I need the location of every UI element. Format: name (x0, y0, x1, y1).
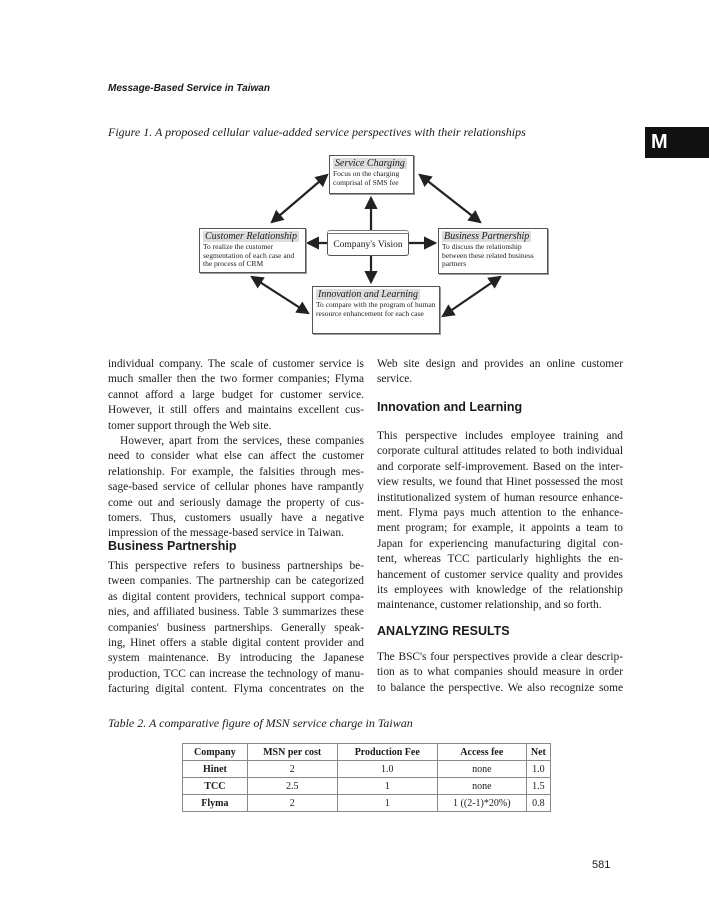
text-line: impression of the message-based service in Taiwan. (108, 527, 344, 540)
table-cell: Flyma (183, 795, 248, 812)
text-line: tion as to what companies should measure in order (377, 666, 623, 679)
table-row (183, 761, 551, 778)
table-cell: TCC (183, 778, 248, 795)
text-line: view results, we found that Hinet possessed the most (377, 476, 623, 489)
text-line: and corporate self-improvement. Based on the inter- (377, 460, 623, 473)
col-msn-per-cost: MSN per cost (247, 744, 337, 761)
box-innovation-learning (312, 286, 440, 334)
text-line: facturing digital content. Flyma concentrates on the (108, 683, 364, 696)
text-line: production, TCC can increase the technology of manu- (108, 667, 364, 680)
text-line: institutionalized system of human resource enhance- (377, 491, 623, 504)
text-line: Japan for experiencing manufacturing digital con- (377, 537, 623, 550)
box-desc: Focus on the charging comprisal of SMS fee (333, 169, 400, 187)
text-line: as digital content providers, technical support compa- (108, 590, 364, 603)
text-line: relationship. For example, the falsities through mes- (108, 465, 364, 478)
arrow-business-innovation (443, 277, 500, 316)
table-cell: none (437, 761, 526, 778)
table-header-row (183, 744, 551, 761)
arrow-service-customer (272, 175, 327, 222)
table-caption: Table 2. A comparative figure of MSN service charge in Taiwan (108, 716, 413, 730)
box-title: Business Partnership (444, 231, 530, 242)
text-line: companies' business partnerships. Generally speak- (108, 621, 364, 634)
col-company: Company (183, 744, 248, 761)
arrow-customer-innovation (252, 277, 308, 313)
col-access-fee: Access fee (437, 744, 526, 761)
right-para-2 (377, 429, 623, 614)
text-line: system maintenance. By introducing the Japanese (108, 652, 364, 665)
col-production-fee: Production Fee (337, 744, 437, 761)
table-cell: 1 (337, 778, 437, 795)
text-line: tomer support through the Web site. (108, 419, 272, 432)
table-row (183, 795, 551, 812)
heading-innovation-learning: Innovation and Learning (377, 400, 523, 414)
table-cell: 1.0 (337, 761, 437, 778)
table-cell: 0.8 (526, 795, 550, 812)
left-para-1 (108, 357, 364, 434)
text-line: come out and seriously damage the property of cus- (108, 496, 364, 509)
section-tab: M (645, 127, 709, 158)
heading-analyzing-results: ANALYZING RESULTS (377, 624, 510, 638)
text-line: hancement of customer service quality and provides (377, 568, 623, 581)
box-title: Innovation and Learning (318, 289, 418, 300)
table-cell: 2 (247, 795, 337, 812)
text-line: tween companies. The partnership can be categorized (108, 575, 364, 588)
right-para-3 (377, 650, 623, 696)
box-title: Service Charging (335, 158, 405, 169)
right-para-1 (377, 357, 623, 388)
table-cell: 2.5 (247, 778, 337, 795)
text-line: sage-based service of cellular phones have rampantly (108, 481, 364, 494)
box-business-partnership (438, 228, 548, 274)
text-line: tent, whereas TCC particularly highlights the en- (377, 553, 623, 566)
table-cell: Hinet (183, 761, 248, 778)
text-line: need to consider what else can affect the customer (108, 450, 364, 463)
left-para-2 (108, 434, 364, 542)
heading-business-partnership: Business Partnership (108, 539, 237, 553)
text-line: This perspective includes employee training and (377, 430, 623, 442)
left-para-3 (108, 559, 364, 698)
table-cell: 1.5 (526, 778, 550, 795)
text-line: individual company. The scale of customer service is (108, 358, 364, 370)
running-head: Message-Based Service in Taiwan (108, 83, 270, 94)
company-vision: Company's Vision (327, 230, 409, 256)
text-line: maintenance, customer relationship, and so forth. (377, 599, 602, 612)
text-line: However, it still offers and maintains excellent cus- (108, 404, 364, 417)
text-line: Web site design and provides an online customer (377, 358, 623, 370)
table-cell: none (437, 778, 526, 795)
box-desc: To realize the customer segmentation of each case and the process of CRM (203, 242, 295, 268)
text-line: cannot afford a large budget for customer service. (108, 388, 364, 401)
page-number: 581 (592, 859, 611, 871)
text-line: nies, and affiliated business. Table 3 summarizes these (108, 606, 364, 619)
text-line: However, apart from the services, these companies (120, 435, 364, 447)
text-line: ment. Flyma pays much attention to the enhance- (377, 507, 623, 520)
table-row (183, 778, 551, 795)
table-cell: 1 (337, 795, 437, 812)
text-line: tomers. Thus, customers usually have a negative (108, 512, 364, 525)
text-line: This perspective refers to business partnerships be- (108, 560, 364, 572)
arrow-service-business (420, 175, 480, 222)
table-cell: 2 (247, 761, 337, 778)
col-net: Net (526, 744, 550, 761)
table-cell: 1.0 (526, 761, 550, 778)
box-desc: To compare with the program of human resource enhancement for each case (316, 300, 436, 318)
text-line: ing, Hinet offers a stable digital content provider and (108, 637, 364, 650)
text-line: to balance the perspective. We also recognize some (377, 681, 623, 694)
box-service-charging (329, 155, 414, 194)
text-line: much smaller then the two former companies; Flyma (108, 373, 364, 386)
text-line: its employees with knowledge of the relationship (377, 584, 623, 597)
text-line: ment program; for example, it appoints a team to (377, 522, 623, 535)
box-desc: To discuss the relationship between these related business partners (442, 242, 534, 268)
box-customer-relationship (199, 228, 306, 273)
charge-table (182, 743, 551, 812)
table-cell: 1 ((2-1)*20%) (437, 795, 526, 812)
figure-caption: Figure 1. A proposed cellular value-added service perspectives with their relationships (108, 125, 526, 139)
box-title: Customer Relationship (205, 231, 297, 242)
text-line: corporate cultural attitudes related to both individual (377, 445, 623, 458)
text-line: The BSC's four perspectives provide a clear descrip- (377, 651, 623, 663)
text-line: service. (377, 373, 413, 386)
